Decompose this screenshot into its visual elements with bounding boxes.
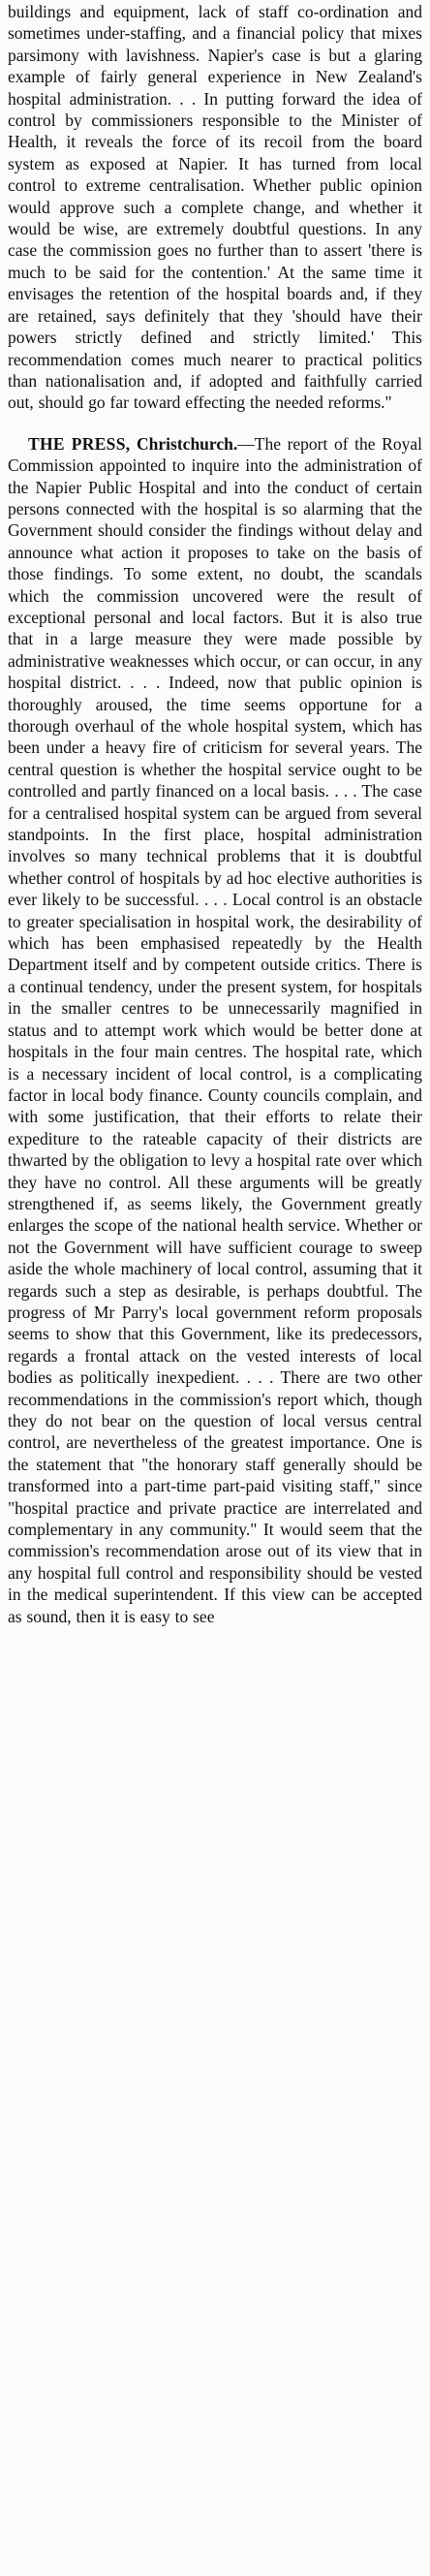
paragraph-press-christchurch bbox=[8, 433, 422, 1627]
newspaper-name-heading: THE PRESS, bbox=[28, 433, 131, 454]
newspaper-place: Christchurch. bbox=[137, 433, 238, 454]
paragraph-napier-editorial-continued bbox=[8, 1, 422, 414]
paragraph-text: buildings and equipment, lack of staff co-ordination and sometimes under-staffing, and a financial policy that mixes parsimony with lavishness. Napier's case is but a glaring example of fairly general experience in New Zealand's hospital administration. . . In putting forward the idea of control by commissioners responsible to the Minister of Health, it reveals the force of its recoil from the board system as exposed at Napier. It has turned from local control to extreme centralisation. Whether public opinion would approve such a complete change, and whether it would be wise, are extremely doubtful questions. In any case the commission goes no further than to assert 'there is much to be said for the contention.' At the same time it envisages the retention of the hospital boards and, if they are retained, says definitely that they 'should have their powers strictly defined and strictly limited.' This recommendation comes much nearer to practical politics than nationalisation and, if adopted and faithfully carried out, should go far toward effecting the needed reforms." bbox=[8, 2, 422, 413]
paragraph-text: —The report of the Royal Commission appointed to inquire into the administration of the Napier Public Hospital and into the conduct of certain persons connected with the hospital is so alarming that the Government should consider the findings without delay and announce what action it proposes to take on the basis of those findings. To some extent, no doubt, the scandals which the commission uncovered were the result of exceptional personal and local factors. But it is also true that in a large measure they were made possible by administrative weaknesses which occur, or can occur, in any hospital district. . . . Indeed, now that public opinion is thoroughly aroused, the time seems opportune for a thorough overhaul of the whole hospital system, which has been under a heavy fire of criticism for several years. The central question is whether the hospital service ought to be controlled and partly financed on a local basis. . . . The case for a centralised hospital system can be argued from several standpoints. In the first place, hospital administration involves so many technical problems that it is doubtful whether control of hospitals by ad hoc elective authorities is ever likely to be successful. . . . Local control is an obstacle to greater specialisation in hospital work, the desirability of which has been emphasised repeatedly by the Health Department itself and by competent outside critics. There is a continual tendency, under the present system, for hospitals in the smaller centres to be unnecessarily magnified in status and to attempt work which would be better done at hospitals in the four main centres. The hospital rate, which is a necessary incident of local control, is a complicating factor in local body finance. County councils complain, and with some justification, that their efforts to relate their expediture to the rateable capacity of their districts are thwarted by the obligation to levy a hospital rate over which they have no control. All these arguments will be greatly strengthened if, as seems likely, the Government greatly enlarges the scope of the national health service. Whether or not the Government will have sufficient courage to sweep aside the whole machinery of local control, assuming that it regards such a step as desirable, is perhaps doubtful. The progress of Mr Parry's local government reform proposals seems to show that this Government, like its predecessors, regards a frontal attack on the vested interests of local bodies as politically inexpedient. . . . There are two other recommendations in the commission's report which, though they do not bear on the question of local versus central control, are nevertheless of the greatest importance. One is the statement that "the honorary staff generally should be transformed into a part-time part-paid visiting staff," since "hospital practice and private practice are interrelated and complementary in any community." It would seem that the commission's recommendation arose out of its view that in any hospital full control and responsibility should be vested in the medical superintendent. If this view can be accepted as sound, then it is easy to see bbox=[8, 433, 422, 1626]
